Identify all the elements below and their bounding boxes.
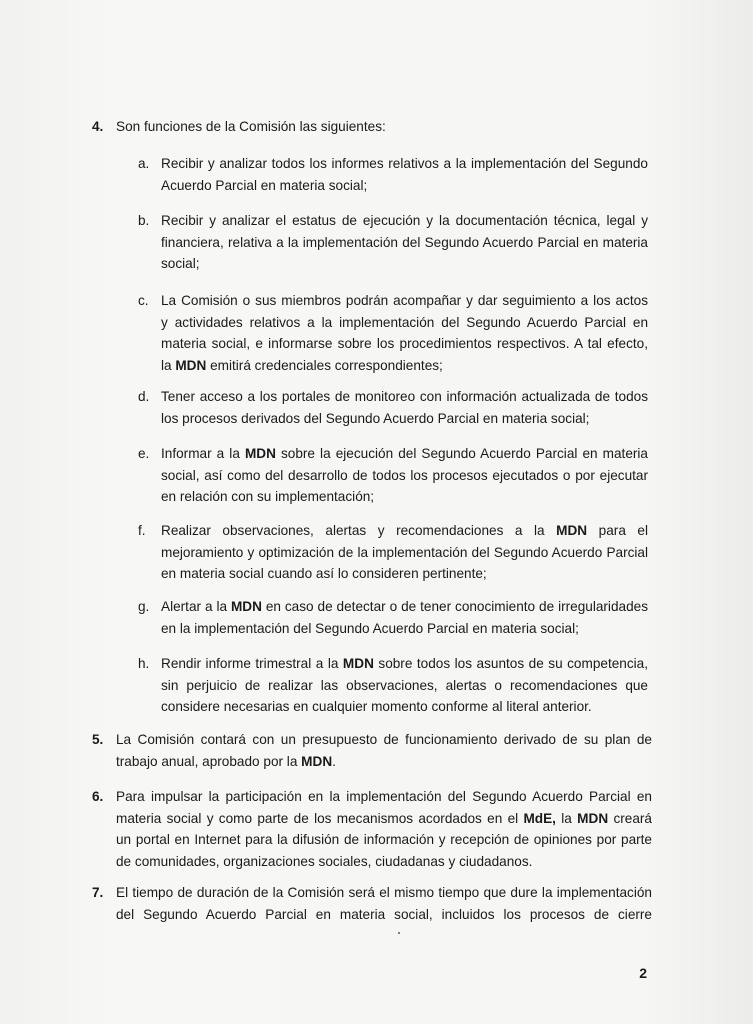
text-line — [116, 808, 652, 830]
mdn-acronym: MDN — [301, 753, 333, 769]
list-item-5 — [92, 729, 652, 772]
text-line: y actividades relativos a la implementación del Segundo Acuerdo Parcial en — [161, 314, 648, 330]
text-segment: materia social y como parte de los mecanismos acordados en el — [116, 810, 524, 826]
text-line: considere necesarias en cualquier momento conforme al literal anterior. — [161, 699, 592, 714]
sub-item-letter: e. — [138, 446, 150, 461]
text-line: del Segundo Acuerdo Parcial en materia social, incluidos los procesos de cierre — [116, 906, 652, 922]
sub-item-e — [138, 443, 648, 508]
text-segment: emitirá credenciales correspondientes; — [206, 357, 443, 373]
text-line: social, así como del desarrollo de todos los procesos ejecutados o por ejecutar — [161, 467, 648, 483]
sub-item-h — [138, 653, 648, 718]
sub-item-letter: f. — [138, 523, 146, 538]
text-line: Acuerdo Parcial en materia social; — [161, 177, 368, 193]
mdn-acronym: MDN — [577, 810, 609, 826]
text-segment: Alertar a la — [161, 599, 231, 614]
mdn-acronym: MDN — [342, 656, 374, 671]
text-line: Recibir y analizar el estatus de ejecución y la documentación técnica, legal y — [161, 213, 648, 228]
scan-speck — [398, 932, 400, 934]
text-line: en la implementación del Segundo Acuerdo Parcial en materia social; — [161, 620, 579, 636]
sub-item-letter: a. — [138, 156, 150, 171]
mdn-acronym: MDN — [175, 357, 207, 373]
text-line — [161, 596, 648, 618]
sub-item-c — [138, 290, 648, 376]
text-line — [161, 443, 648, 465]
sub-item-f — [138, 520, 648, 585]
item-number: 4. — [92, 119, 104, 134]
text-line — [161, 520, 648, 542]
text-segment: para el — [587, 523, 649, 538]
sub-item-letter: b. — [138, 213, 150, 228]
text-line: Para impulsar la participación en la implementación del Segundo Acuerdo Parcial en — [116, 789, 652, 804]
text-segment: Rendir informe trimestral a la — [161, 656, 343, 671]
text-line: La Comisión o sus miembros podrán acompañar y dar seguimiento a los actos — [161, 293, 648, 308]
sub-item-letter: g. — [138, 599, 150, 614]
text-line: financiera, relativa a la implementación del Segundo Acuerdo Parcial en materia — [161, 234, 648, 250]
text-segment: . — [332, 753, 336, 769]
text-segment: trabajo anual, aprobado por la — [116, 753, 302, 769]
sub-item-a — [138, 153, 648, 196]
sub-item-b — [138, 210, 648, 275]
mdn-acronym: MDN — [244, 446, 276, 461]
item-text: Son funciones de la Comisión las siguientes: — [116, 119, 386, 134]
text-segment: Informar a la — [161, 446, 245, 461]
text-line: El tiempo de duración de la Comisión será el mismo tiempo que dure la implementación — [116, 885, 652, 900]
text-line: La Comisión contará con un presupuesto de funcionamiento derivado de su plan de — [116, 732, 652, 747]
text-line: mejoramiento y optimización de la implementación del Segundo Acuerdo Parcial — [161, 544, 648, 560]
text-segment: la — [555, 810, 578, 826]
mdn-acronym: MDN — [556, 523, 588, 538]
item-number: 7. — [92, 885, 104, 900]
text-line: materia social, e informarse sobre los procedimientos respectivos. A tal efecto, — [161, 336, 648, 351]
item-number: 6. — [92, 789, 104, 804]
text-segment: la — [161, 357, 176, 373]
text-line: sin perjuicio de realizar las observaciones, alertas o recomendaciones que — [161, 677, 648, 693]
text-segment: sobre todos los asuntos de su competencia, — [373, 656, 648, 671]
sub-item-letter: h. — [138, 656, 150, 671]
item-number: 5. — [92, 732, 104, 747]
list-item-7 — [92, 882, 652, 925]
sub-item-d — [138, 386, 648, 429]
text-line — [161, 355, 648, 377]
text-line: de comunidades, organizaciones sociales, ciudadanas y ciudadanos. — [116, 853, 533, 869]
text-line — [116, 751, 652, 773]
sub-item-g — [138, 596, 648, 639]
page-number: 2 — [639, 965, 647, 981]
text-segment: Realizar observaciones, alertas y recomendaciones a la — [161, 523, 557, 538]
text-segment: en caso de detectar o de tener conocimiento de irregularidades — [261, 599, 648, 614]
text-line: Tener acceso a los portales de monitoreo con información actualizada de todos — [161, 389, 648, 404]
mde-acronym: MdE, — [523, 810, 556, 826]
text-segment: creará — [608, 810, 652, 826]
text-line: social; — [161, 256, 200, 271]
text-line: en relación con su implementación; — [161, 489, 375, 504]
text-line: en materia social cuando así lo consideren pertinente; — [161, 566, 487, 581]
sub-item-letter: c. — [138, 293, 149, 308]
text-line: los procesos derivados del Segundo Acuerdo Parcial en materia social; — [161, 410, 590, 426]
list-item-6 — [92, 786, 652, 872]
mdn-acronym: MDN — [230, 599, 262, 614]
text-line: Recibir y analizar todos los informes relativos a la implementación del Segundo — [161, 156, 648, 171]
text-line: un portal en Internet para la difusión de información y recepción de opiniones por parte — [116, 832, 652, 847]
sub-item-letter: d. — [138, 389, 150, 404]
text-line — [161, 653, 648, 675]
text-segment: sobre la ejecución del Segundo Acuerdo Parcial en materia — [275, 446, 648, 461]
list-item-4 — [92, 116, 652, 138]
